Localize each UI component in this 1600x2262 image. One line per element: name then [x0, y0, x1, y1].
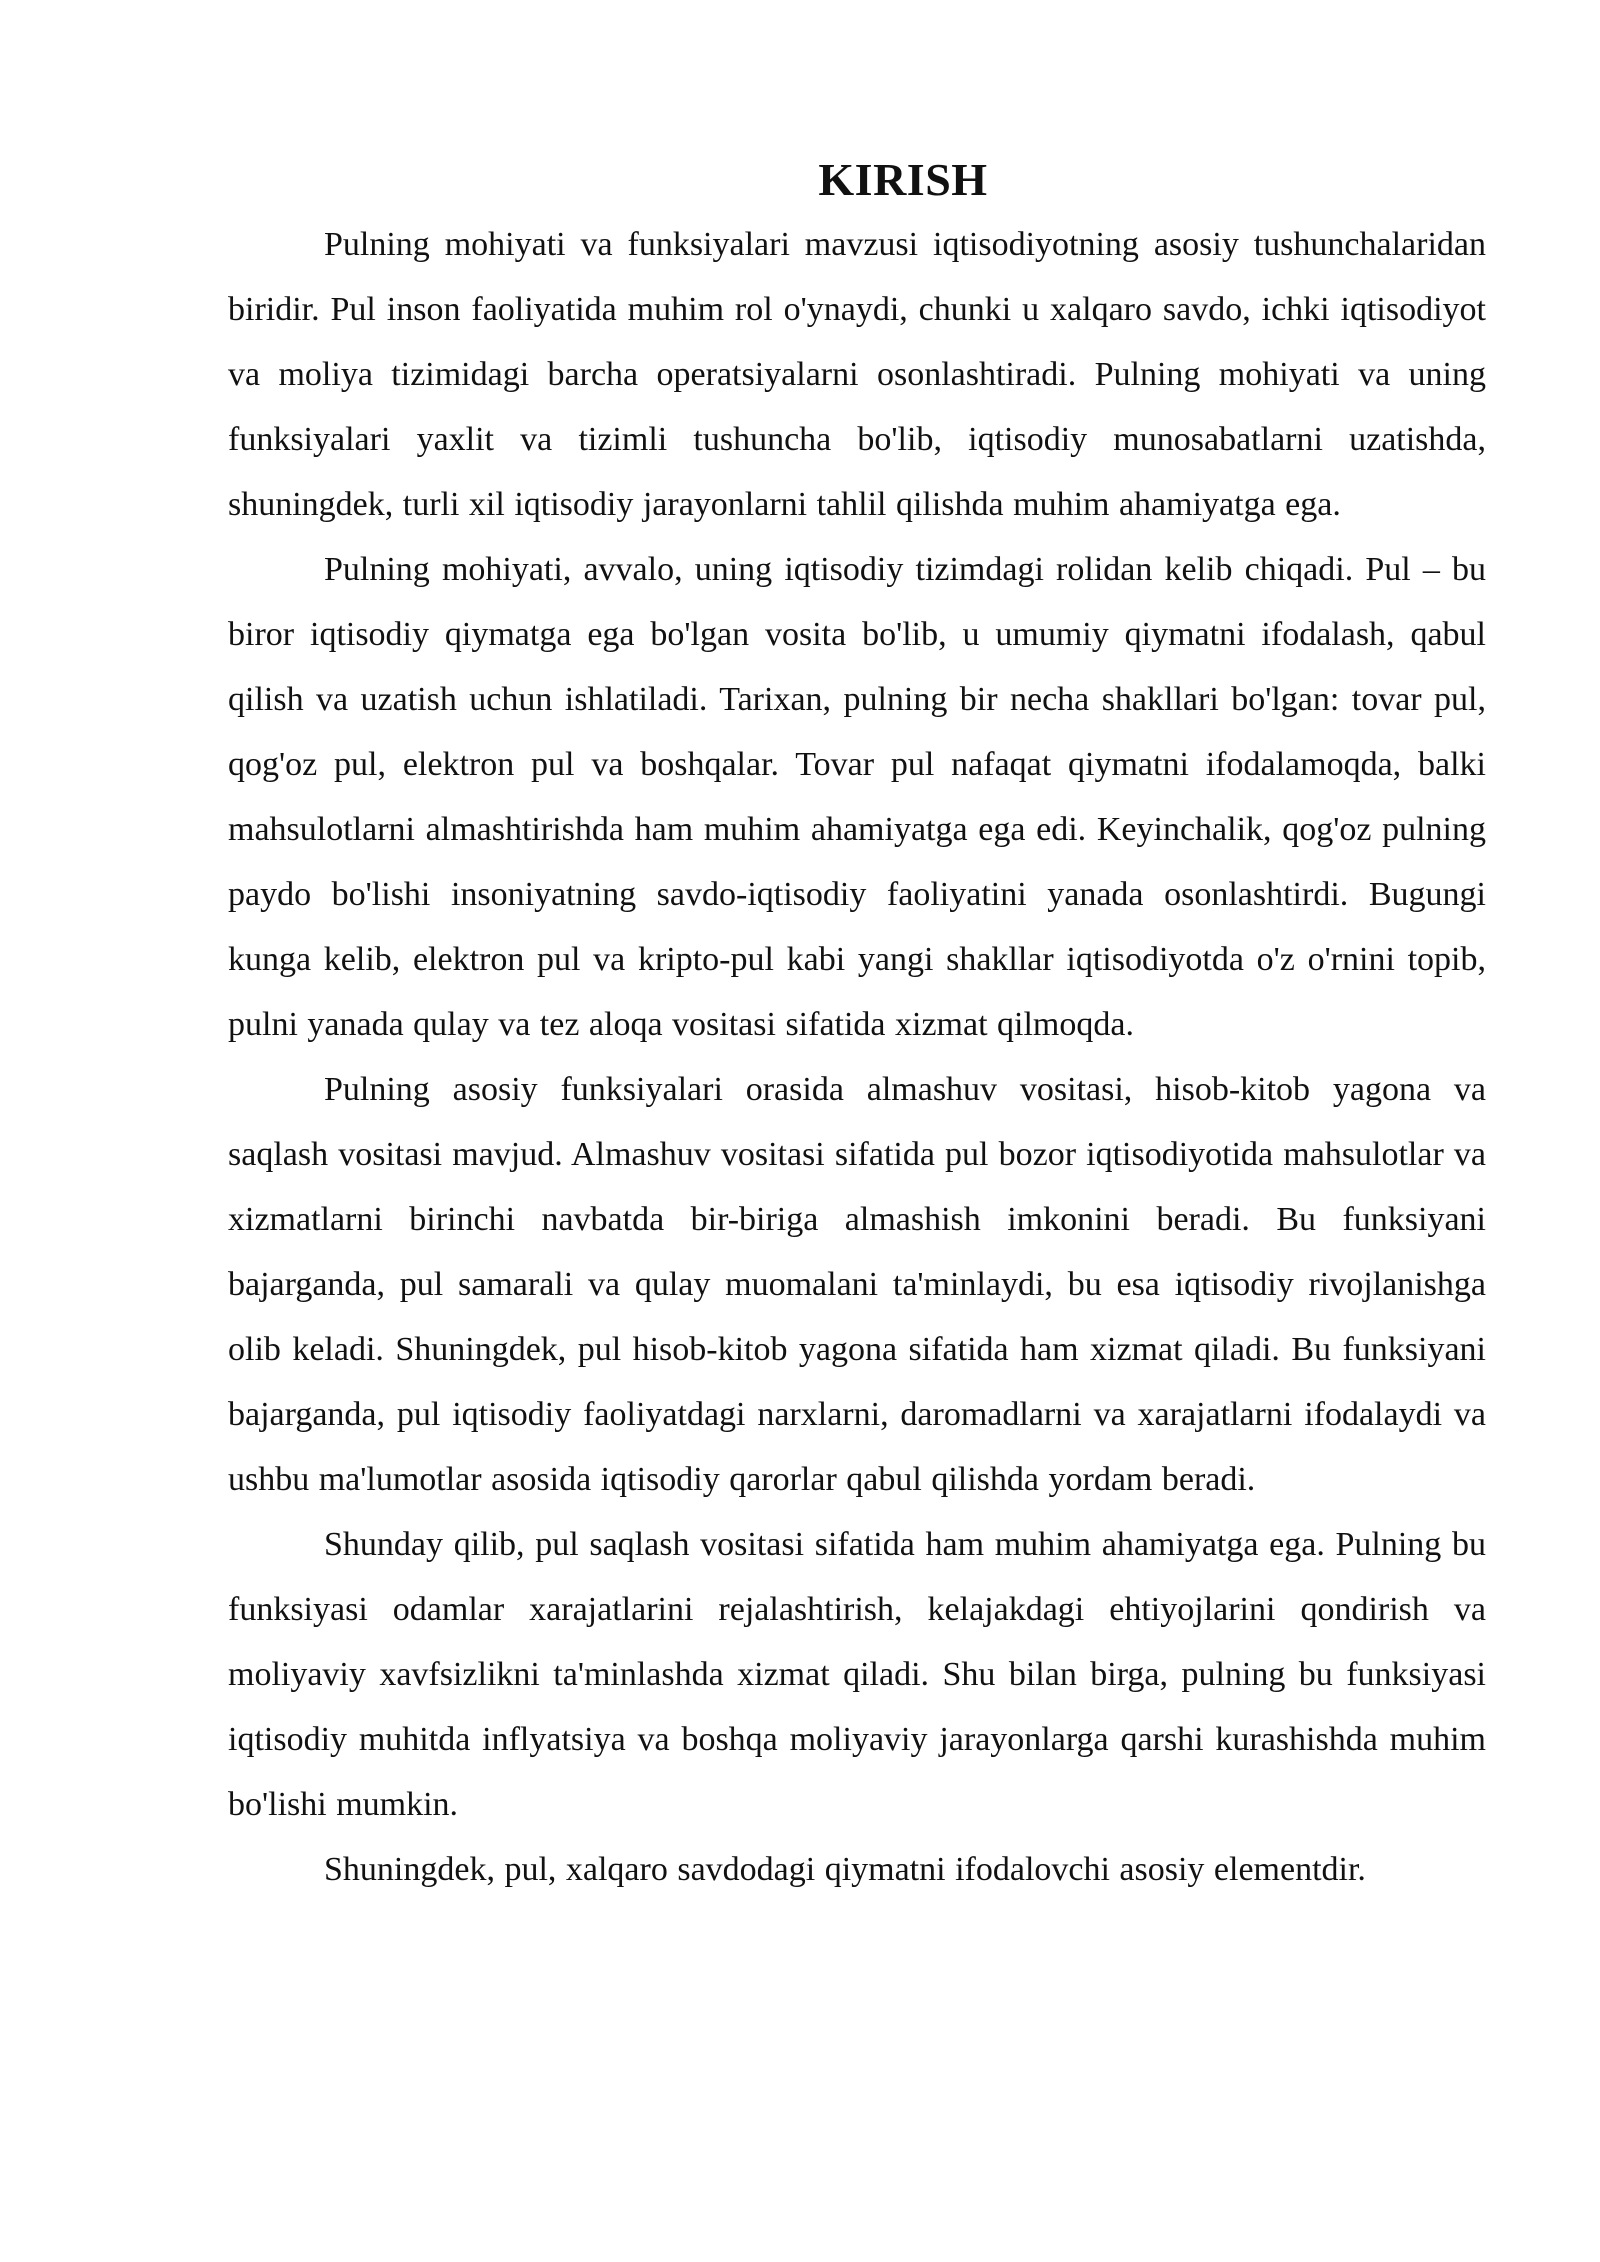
- page-title: KIRISH: [818, 154, 988, 205]
- paragraph-1: Pulning mohiyati va funksiyalari mavzusi iqtisodiyotning asosiy tushunchalaridan biridir. Pul inson faoliyatida muhim rol o'ynaydi, chunki u xalqaro savdo, ichki iqtisodiyot va moliya tizimidagi barcha operatsiyalarni osonlashtiradi. Pulning mohiyati va uning funksiyalari yaxlit va tizimli tushuncha bo'lib, iqtisodiy munosabatlarni uzatishda, shuningdek, turli xil iqtisodiy jarayonlarni tahlil qilishda muhim ahamiyatga ega.: [228, 226, 1486, 523]
- paragraph-3: Pulning asosiy funksiyalari orasida almashuv vositasi, hisob-kitob yagona va saqlash vositasi mavjud. Almashuv vositasi sifatida pul bozor iqtisodiyotida mahsulotlar va xizmatlarni birinchi navbatda bir-biriga almashish imkonini beradi. Bu funksiyani bajarganda, pul samarali va qulay muomalani ta'minlaydi, bu esa iqtisodiy rivojlanishga olib keladi. Shuningdek, pul hisob-kitob yagona sifatida ham xizmat qiladi. Bu funksiyani bajarganda, pul iqtisodiy faoliyatdagi narxlarni, daromadlarni va xarajatlarni ifodalaydi va ushbu ma'lumotlar asosida iqtisodiy qarorlar qabul qilishda yordam beradi.: [228, 1071, 1486, 1498]
- paragraph-5: Shuningdek, pul, xalqaro savdodagi qiymatni ifodalovchi asosiy elementdir.: [324, 1851, 1366, 1888]
- paragraph-4: Shunday qilib, pul saqlash vositasi sifatida ham muhim ahamiyatga ega. Pulning bu funksiyasi odamlar xarajatlarini rejalashtirish, kelajakdagi ehtiyojlarini qondirish va moliyaviy xavfsizlikni ta'minlashda xizmat qiladi. Shu bilan birga, pulning bu funksiyasi iqtisodiy muhitda inflyatsiya va boshqa moliyaviy jarayonlarga qarshi kurashishda muhim bo'lishi mumkin.: [228, 1526, 1486, 1823]
- paragraph-2: Pulning mohiyati, avvalo, uning iqtisodiy tizimdagi rolidan kelib chiqadi. Pul – bu biror iqtisodiy qiymatga ega bo'lgan vosita bo'lib, u umumiy qiymatni ifodalash, qabul qilish va uzatish uchun ishlatiladi. Tarixan, pulning bir necha shakllari bo'lgan: tovar pul, qog'oz pul, elektron pul va boshqalar. Tovar pul nafaqat qiymatni ifodalamoqda, balki mahsulotlarni almashtirishda ham muhim ahamiyatga ega edi. Keyinchalik, qog'oz pulning paydo bo'lishi insoniyatning savdo-iqtisodiy faoliyatini yanada osonlashtirdi. Bugungi kunga kelib, elektron pul va kripto-pul kabi yangi shakllar iqtisodiyotda o'z o'rnini topib, pulni yanada qulay va tez aloqa vositasi sifatida xizmat qilmoqda.: [228, 551, 1486, 1043]
- document-body: [228, 148, 1486, 1902]
